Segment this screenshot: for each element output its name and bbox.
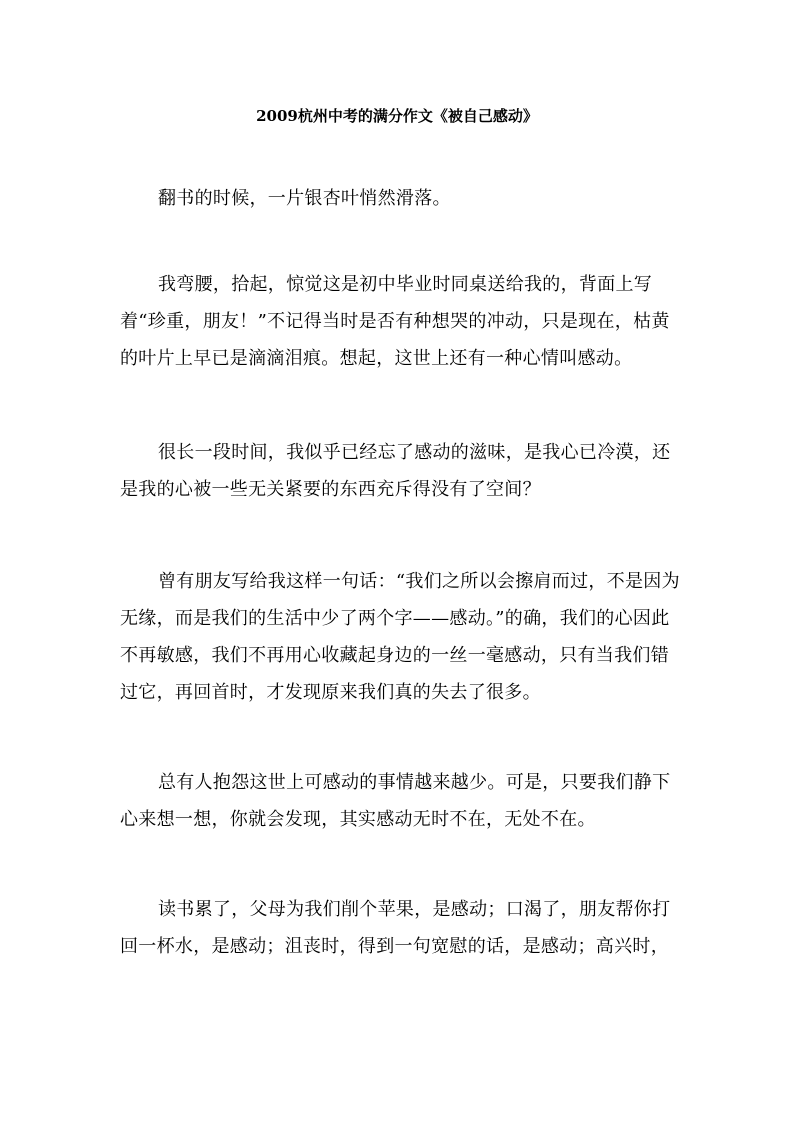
document-title: 2009杭州中考的满分作文《被自己感动》 (256, 107, 538, 125)
paragraph-3: 很长一段时间，我似乎已经忘了感动的滋味，是我心已冷漠，还是我的心被一些无关紧要的东西充斥得没有了空间？ (120, 442, 671, 500)
paragraph-2: 我弯腰，拾起，惊觉这是初中毕业时同桌送给我的，背面上写着“珍重，朋友！”不记得当时是否有种想哭的冲动，只是现在，枯黄的叶片上早已是滴滴泪痕。想起，这世上还有一种心情叫感动。 (120, 274, 670, 369)
paragraph-4: 曾有朋友写给我这样一句话：“我们之所以会擦肩而过，不是因为无缘，而是我们的生活中少了两个字——感动。”的确，我们的心因此不再敏感，我们不再用心收藏起身边的一丝一毫感动，只有当我们错过它，再回首时，才发现原来我们真的失去了很多。 (120, 571, 680, 703)
paragraph-1: 翻书的时候，一片银杏叶悄然滑落。 (158, 188, 451, 209)
paragraph-5: 总有人抱怨这世上可感动的事情越来越少。可是，只要我们静下心来想一想，你就会发现，其实感动无时不在，无处不在。 (120, 772, 671, 830)
paragraph-6: 读书累了，父母为我们削个苹果，是感动；口渴了，朋友帮你打回一杯水，是感动；沮丧时，得到一句宽慰的话，是感动；高兴时， (120, 899, 671, 957)
